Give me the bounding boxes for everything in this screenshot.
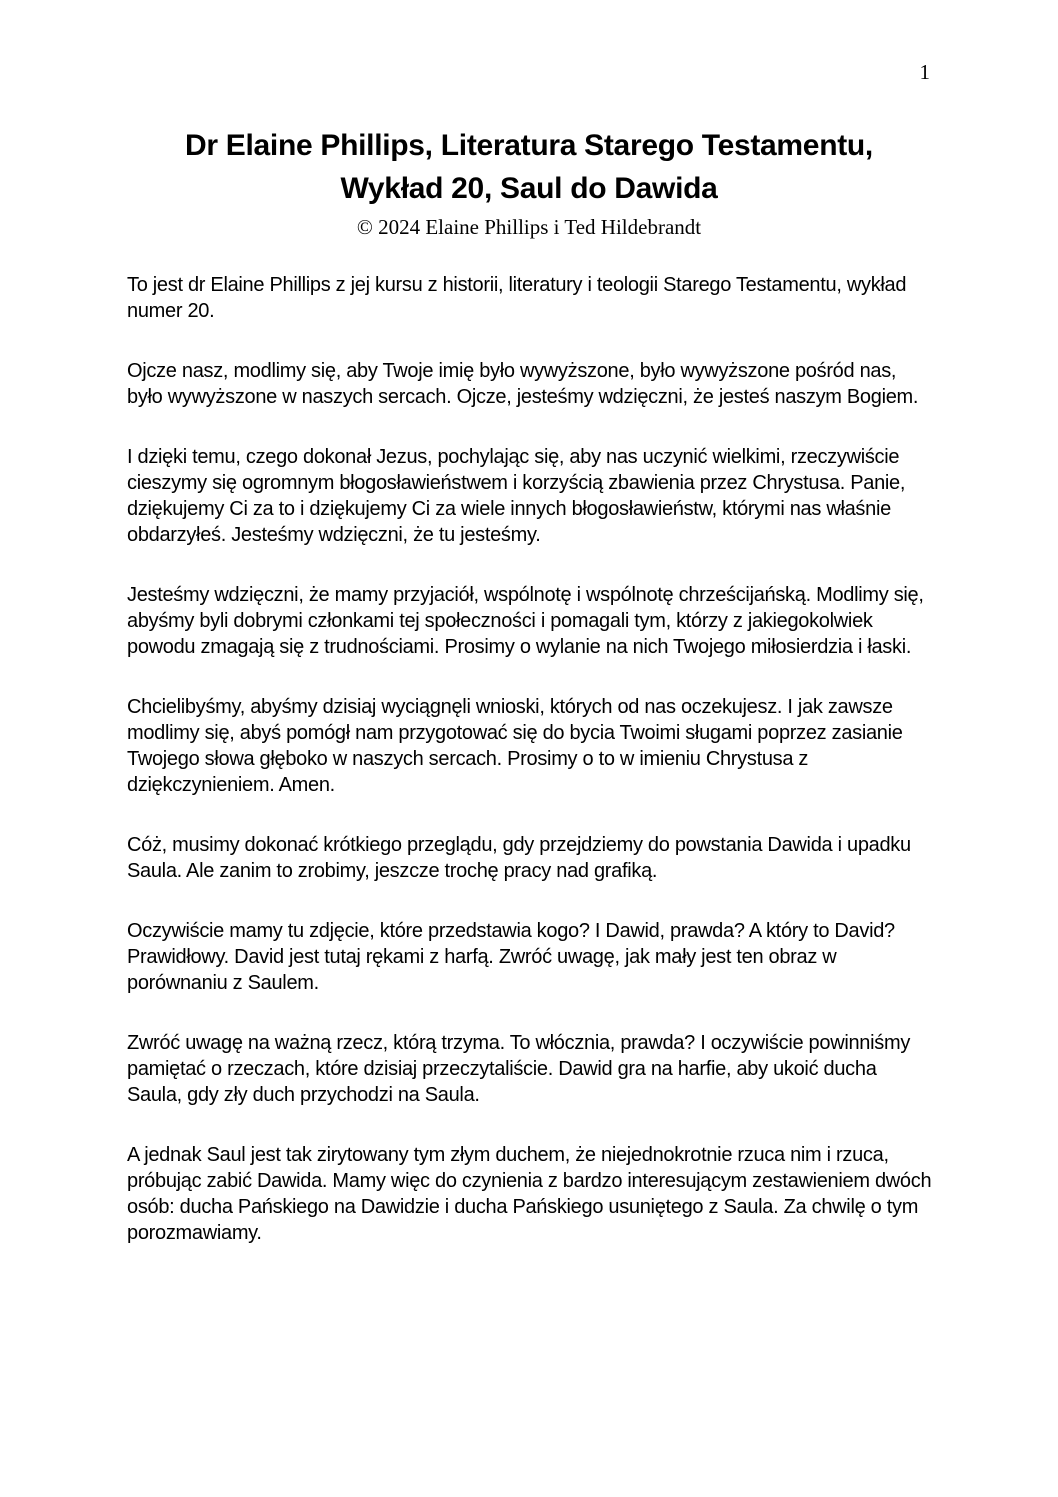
paragraph-prayer-4: Chcielibyśmy, abyśmy dzisiaj wyciągnęli wnioski, których od nas oczekujesz. I jak zawsze modlimy się, abyś pomógł nam przygotować się do bycia Twoimi sługami poprzez zasianie Twojego słowa głęboko w naszych sercach. Prosimy o to w imieniu Chrystusa z dziękczynieniem. Amen. (127, 696, 903, 796)
paragraph-prayer-3: Jesteśmy wdzięczni, że mamy przyjaciół, wspólnotę i wspólnotę chrześcijańską. Modlimy się, abyśmy byli dobrymi członkami tej społeczności i pomagali tym, którzy z jakiegokolwiek powodu zmagają się z trudnościami. Prosimy o wylanie na nich Twojego miłosierdzia i łaski. (127, 584, 924, 658)
paragraph-spear-harp: Zwróć uwagę na ważną rzecz, którą trzyma. To włócznia, prawda? I oczywiście powinniśmy pamiętać o rzeczach, które dzisiaj przeczytaliście. Dawid gra na harfie, aby ukoić ducha Saula, gdy zły duch przychodzi na Saula. (127, 1032, 911, 1106)
copyright-line: © 2024 Elaine Phillips i Ted Hildebrandt (356, 215, 702, 239)
paragraph-intro: To jest dr Elaine Phillips z jej kursu z historii, literatury i teologii Starego Testamentu, wykład numer 20. (127, 274, 907, 322)
document-title (0, 0, 1058, 210)
paragraph-overview: Cóż, musimy dokonać krótkiego przeglądu, gdy przejdziemy do powstania Dawida i upadku Saula. Ale zanim to zrobimy, jeszcze trochę pracy nad grafiką. (127, 834, 911, 882)
document-body (127, 272, 933, 1246)
paragraph-picture-david: Oczywiście mamy tu zdjęcie, które przedstawia kogo? I Dawid, prawda? A który to David? Prawidłowy. David jest tutaj rękami z harfą. Zwróć uwagę, jak mały jest ten obraz w porównaniu z Saulem. (127, 920, 895, 994)
page-number: 1 (919, 60, 930, 84)
paragraph-prayer-1: Ojcze nasz, modlimy się, aby Twoje imię było wywyższone, było wywyższone pośród nas, było wywyższone w naszych sercach. Ojcze, jesteśmy wdzięczni, że jesteś naszym Bogiem. (127, 360, 919, 408)
title-line-1: Dr Elaine Phillips, Literatura Starego Testamentu, (185, 129, 873, 162)
paragraph-saul-spirit: A jednak Saul jest tak zirytowany tym złym duchem, że niejednokrotnie rzuca nim i rzuca, próbując zabić Dawida. Mamy więc do czynienia z bardzo interesującym zestawieniem dwóch osób: ducha Pańskiego na Dawidzie i ducha Pańskiego usuniętego z Saula. Za chwilę o tym porozmawiamy. (127, 1144, 932, 1244)
paragraph-prayer-2: I dzięki temu, czego dokonał Jezus, pochylając się, aby nas uczynić wielkimi, rzeczywiście cieszymy się ogromnym błogosławieństwem i korzyścią zbawienia przez Chrystusa. Panie, dziękujemy Ci za to i dziękujemy Ci za wiele innych błogosławieństw, którymi nas właśnie obdarzyłeś. Jesteśmy wdzięczni, że tu jesteśmy. (127, 446, 906, 546)
title-line-2: Wykład 20, Saul do Dawida (340, 172, 718, 205)
